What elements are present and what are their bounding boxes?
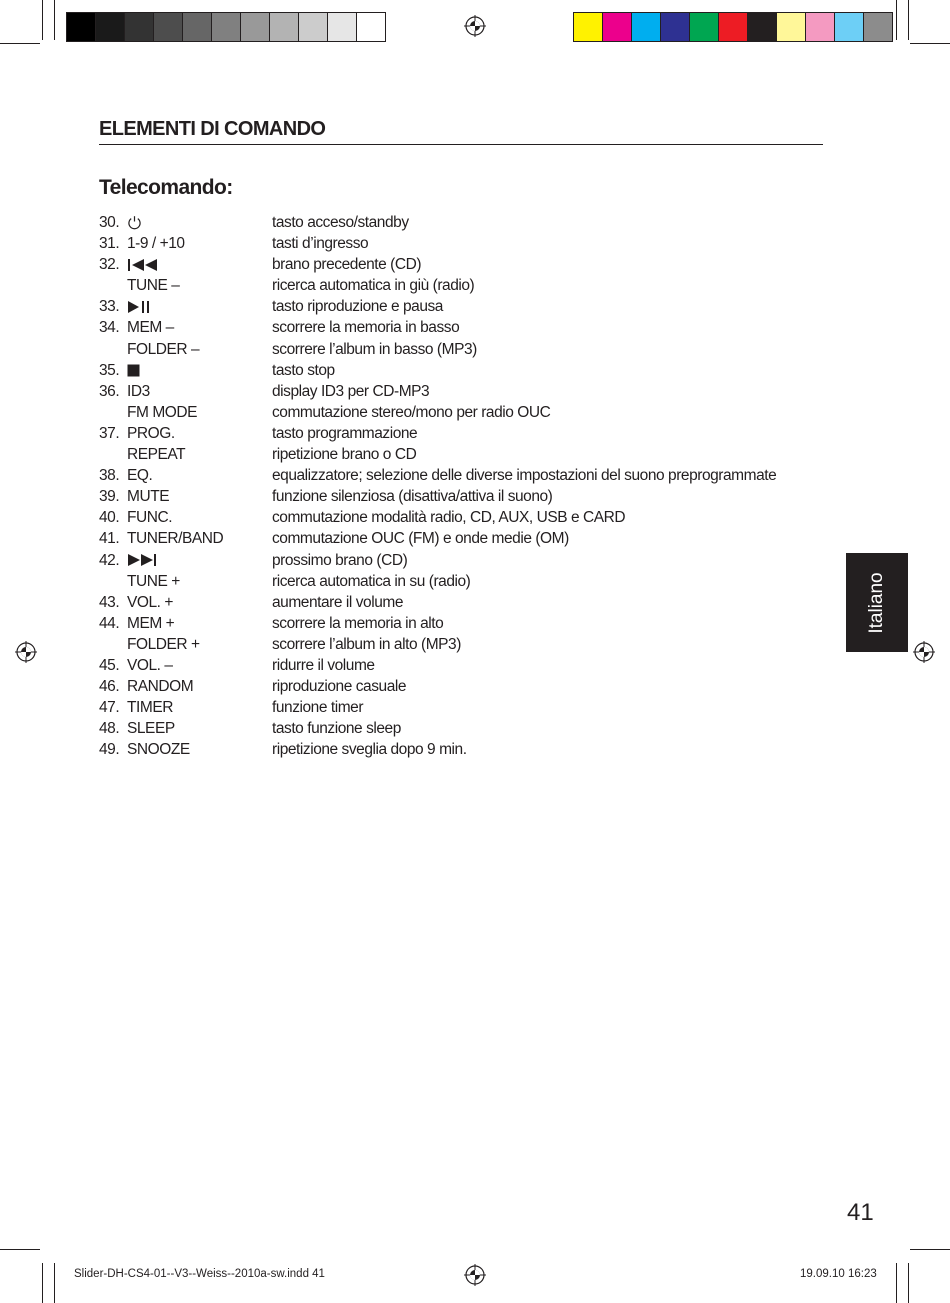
color-swatch xyxy=(356,13,385,41)
item-number: 39. xyxy=(99,488,120,506)
power-icon xyxy=(127,212,142,233)
registration-mark-icon xyxy=(913,641,935,663)
list-item xyxy=(99,739,819,760)
crop-mark xyxy=(42,1263,43,1303)
color-swatch xyxy=(240,13,269,41)
color-swatch xyxy=(747,13,776,41)
button-description: scorrere l’album in alto (MP3) xyxy=(272,635,461,653)
stop-icon xyxy=(127,360,140,381)
page-number: 41 xyxy=(847,1199,874,1226)
color-swatch xyxy=(776,13,805,41)
footer-timestamp: 19.09.10 16:23 xyxy=(800,1268,877,1280)
color-swatch xyxy=(660,13,689,41)
footer-filename: Slider-DH-CS4-01--V3--Weiss--2010a-sw.indd 41 xyxy=(74,1268,325,1280)
crop-mark xyxy=(0,43,40,44)
button-description: display ID3 per CD-MP3 xyxy=(272,382,430,400)
crop-mark xyxy=(896,0,897,40)
item-number: 44. xyxy=(99,614,120,632)
list-item xyxy=(99,592,819,613)
button-name: VOL. – xyxy=(127,656,173,674)
button-name: FOLDER + xyxy=(127,635,200,653)
color-swatch xyxy=(269,13,298,41)
registration-mark-icon xyxy=(464,15,486,37)
list-item xyxy=(99,402,819,423)
crop-mark xyxy=(896,1263,897,1303)
button-name: EQ. xyxy=(127,467,153,485)
process-color-bar xyxy=(573,12,893,42)
color-swatch xyxy=(602,13,631,41)
color-swatch xyxy=(574,13,602,41)
button-description: tasto acceso/standby xyxy=(272,214,409,231)
list-item xyxy=(99,339,819,360)
crop-mark xyxy=(908,1263,909,1303)
registration-mark-icon xyxy=(15,641,37,663)
list-item xyxy=(99,486,819,507)
list-item xyxy=(99,381,819,402)
color-swatch xyxy=(124,13,153,41)
list-item xyxy=(99,550,819,571)
button-name: TUNE – xyxy=(127,277,180,295)
remote-title: Telecomando: xyxy=(99,176,233,199)
button-name: FM MODE xyxy=(127,403,198,421)
color-swatch xyxy=(327,13,356,41)
list-item xyxy=(99,254,819,275)
button-description: aumentare il volume xyxy=(272,593,404,611)
list-item xyxy=(99,317,819,338)
list-item xyxy=(99,507,819,528)
button-name: MUTE xyxy=(127,488,170,506)
list-item xyxy=(99,275,819,296)
color-swatch xyxy=(834,13,863,41)
button-name: ID3 xyxy=(127,382,150,400)
crop-mark xyxy=(910,1249,950,1250)
button-name: MEM – xyxy=(127,319,174,337)
color-swatch xyxy=(67,13,95,41)
color-swatch xyxy=(153,13,182,41)
item-number: 43. xyxy=(99,593,120,611)
item-number: 40. xyxy=(99,509,120,527)
item-number: 36. xyxy=(99,382,120,400)
button-description: scorrere la memoria in alto xyxy=(272,614,444,632)
crop-mark xyxy=(54,0,55,40)
item-number: 37. xyxy=(99,424,120,442)
button-name: TIMER xyxy=(127,699,173,717)
button-name: VOL. + xyxy=(127,593,173,611)
play-pause-icon xyxy=(127,296,152,317)
button-description: prossimo brano (CD) xyxy=(272,551,408,569)
list-item xyxy=(99,718,819,739)
item-number: 49. xyxy=(99,741,120,759)
next-track-icon xyxy=(127,550,157,571)
list-item xyxy=(99,296,819,317)
list-item xyxy=(99,676,819,697)
language-tab-label: Italiano xyxy=(866,571,887,634)
button-name: SNOOZE xyxy=(127,741,190,759)
color-swatch xyxy=(689,13,718,41)
section-title: ELEMENTI DI COMANDO xyxy=(99,118,823,145)
button-name: RANDOM xyxy=(127,678,194,696)
button-description: ricerca automatica in su (radio) xyxy=(272,572,471,590)
crop-mark xyxy=(0,1249,40,1250)
item-number: 48. xyxy=(99,720,120,738)
button-description: equalizzatore; selezione delle diverse impostazioni del suono preprogrammate xyxy=(272,467,777,485)
item-number: 41. xyxy=(99,530,120,548)
crop-mark xyxy=(910,43,950,44)
grayscale-color-bar xyxy=(66,12,386,42)
list-item xyxy=(99,697,819,718)
item-number: 33. xyxy=(99,298,120,316)
color-swatch xyxy=(95,13,124,41)
list-item xyxy=(99,360,819,381)
button-name: FUNC. xyxy=(127,509,173,527)
item-number: 32. xyxy=(99,256,120,274)
button-name: FOLDER – xyxy=(127,340,200,358)
list-item xyxy=(99,634,819,655)
button-name: MEM + xyxy=(127,614,175,632)
color-swatch xyxy=(718,13,747,41)
button-description: riproduzione casuale xyxy=(272,678,407,696)
button-description: ripetizione sveglia dopo 9 min. xyxy=(272,741,467,759)
button-description: tasto stop xyxy=(272,361,335,379)
crop-mark xyxy=(54,1263,55,1303)
button-description: commutazione stereo/mono per radio OUC xyxy=(272,403,551,421)
item-number: 34. xyxy=(99,319,120,337)
list-item xyxy=(99,233,819,254)
item-number: 45. xyxy=(99,656,120,674)
button-description: tasto riproduzione e pausa xyxy=(272,298,443,316)
list-item xyxy=(99,465,819,486)
color-swatch xyxy=(631,13,660,41)
color-swatch xyxy=(805,13,834,41)
button-description: ridurre il volume xyxy=(272,656,375,674)
button-description: tasti d’ingresso xyxy=(272,235,369,253)
button-description: brano precedente (CD) xyxy=(272,256,422,274)
list-item xyxy=(99,444,819,465)
item-number: 31. xyxy=(99,235,120,253)
registration-mark-icon xyxy=(464,1264,486,1286)
button-name: TUNE + xyxy=(127,572,180,590)
button-name: REPEAT xyxy=(127,446,186,464)
button-description: commutazione OUC (FM) e onde medie (OM) xyxy=(272,530,569,548)
color-swatch xyxy=(298,13,327,41)
language-tab xyxy=(846,553,908,652)
item-number: 38. xyxy=(99,467,120,485)
list-item xyxy=(99,423,819,444)
color-swatch xyxy=(863,13,892,41)
color-swatch xyxy=(182,13,211,41)
item-number: 30. xyxy=(99,214,120,231)
button-description: ripetizione brano o CD xyxy=(272,446,417,464)
button-name: 1-9 / +10 xyxy=(127,235,185,253)
list-item xyxy=(99,212,819,233)
list-item xyxy=(99,655,819,676)
button-description: tasto programmazione xyxy=(272,424,418,442)
crop-mark xyxy=(42,0,43,40)
button-description: scorrere l’album in basso (MP3) xyxy=(272,340,477,358)
button-description: scorrere la memoria in basso xyxy=(272,319,460,337)
list-item xyxy=(99,528,819,549)
crop-mark xyxy=(908,0,909,40)
button-description: funzione silenziosa (disattiva/attiva il suono) xyxy=(272,488,553,506)
button-name: SLEEP xyxy=(127,720,175,738)
color-swatch xyxy=(211,13,240,41)
item-number: 47. xyxy=(99,699,120,717)
button-name: TUNER/BAND xyxy=(127,530,224,548)
remote-controls-list xyxy=(99,212,819,760)
button-name: PROG. xyxy=(127,424,175,442)
button-description: ricerca automatica in giù (radio) xyxy=(272,277,475,295)
item-number: 42. xyxy=(99,551,120,569)
item-number: 35. xyxy=(99,361,120,379)
previous-track-icon xyxy=(127,254,159,275)
list-item xyxy=(99,613,819,634)
button-description: commutazione modalità radio, CD, AUX, USB e CARD xyxy=(272,509,626,527)
list-item xyxy=(99,571,819,592)
button-description: funzione timer xyxy=(272,699,364,717)
button-description: tasto funzione sleep xyxy=(272,720,401,738)
item-number: 46. xyxy=(99,678,120,696)
